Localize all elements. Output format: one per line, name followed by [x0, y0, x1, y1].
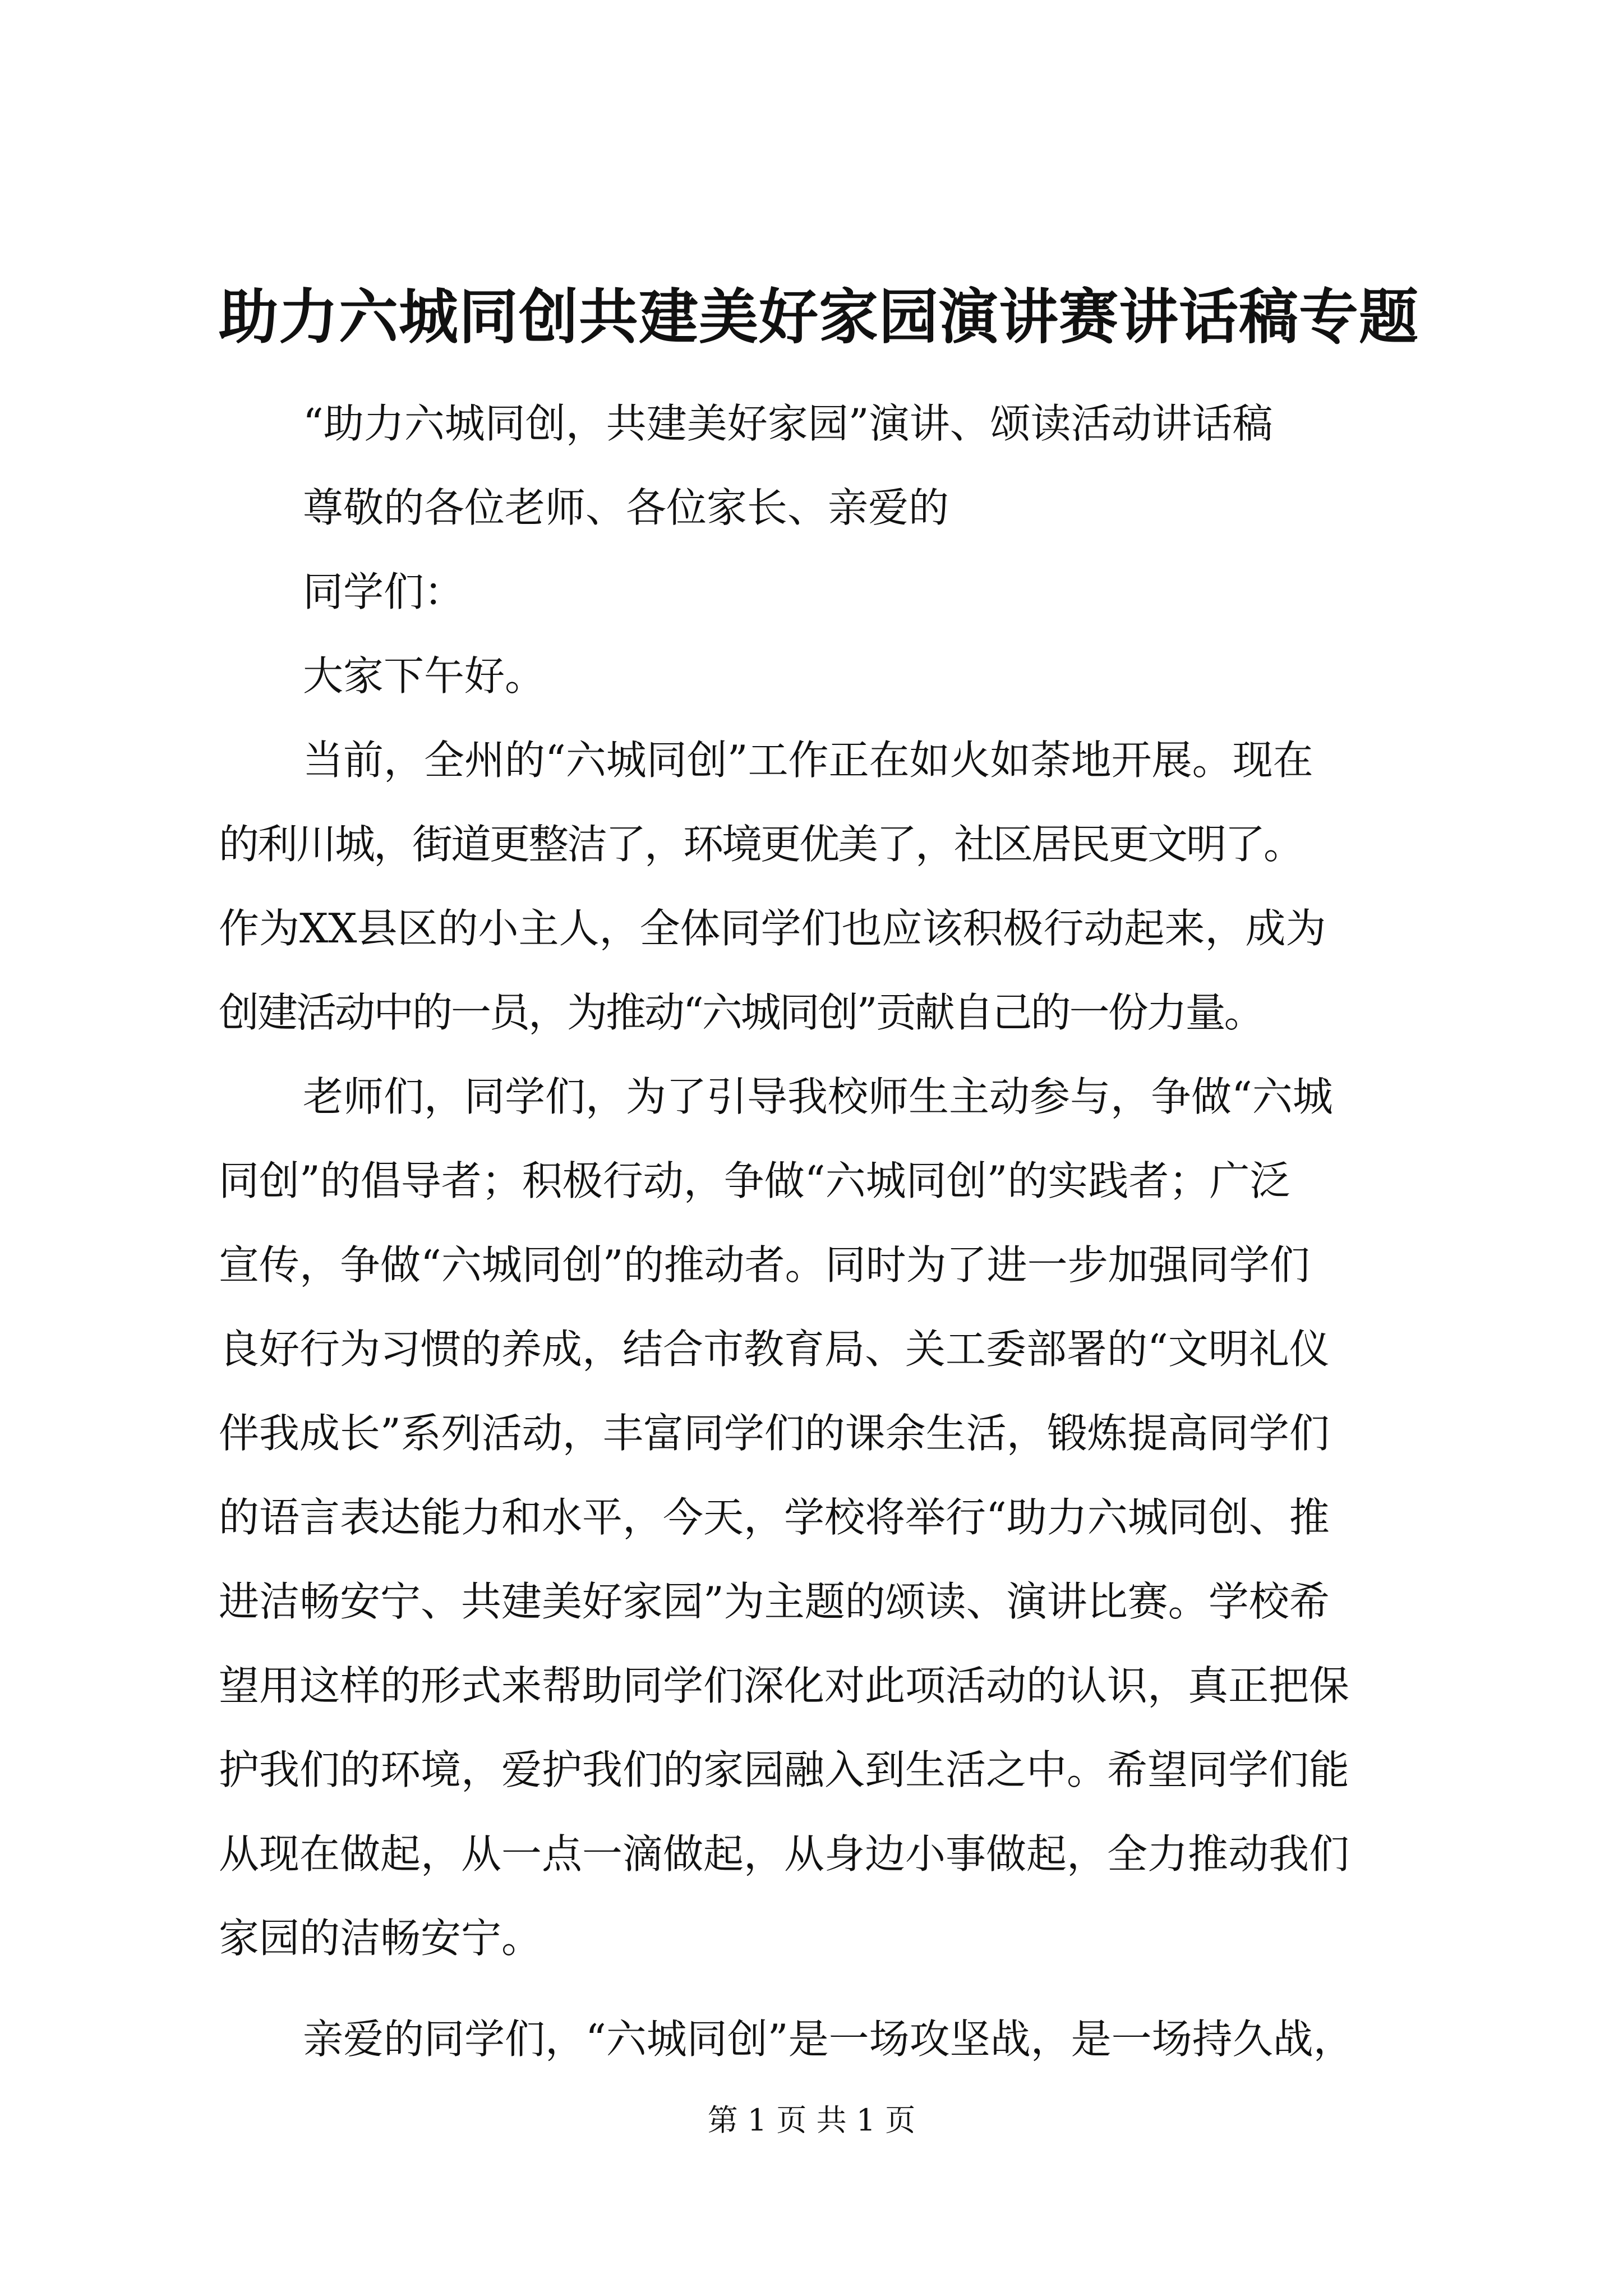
paragraph-line: 亲爱的同学们，“六城同创”是一场攻坚战，是一场持久战， — [303, 2016, 1354, 2063]
paragraph-line: 宣传，争做“六城同创”的推动者。同时为了进一步加强同学们 — [219, 1241, 1310, 1289]
document-body — [219, 381, 1419, 2081]
paragraph-line: 的语言表达能力和水平，今天，学校将举行“助力六城同创、推 — [219, 1494, 1330, 1541]
paragraph-line: 作为XX县区的小主人，全体同学们也应该积极行动起来，成为 — [219, 905, 1326, 952]
paragraph-line: 家园的洁畅安宁。 — [219, 1915, 542, 1962]
greeting-line: 大家下午好。 — [303, 652, 546, 700]
paragraph-line: 良好行为习惯的养成，结合市教育局、关工委部署的“文明礼仪 — [219, 1326, 1330, 1373]
page-footer: 第 1 页 共 1 页 — [707, 2102, 916, 2138]
paragraph-3 — [219, 1997, 1419, 2081]
paragraph-line: 同创”的倡导者；积极行动，争做“六城同创”的实践者；广泛 — [219, 1157, 1290, 1204]
salutation-line: 尊敬的各位老师、各位家长、亲爱的 — [303, 484, 949, 531]
paragraph-1 — [219, 718, 1419, 1055]
paragraph-line: 伴我成长”系列活动，丰富同学们的课余生活，锻炼提高同学们 — [219, 1410, 1330, 1457]
paragraph-2 — [219, 1055, 1419, 1980]
paragraph-line: 老师们，同学们，为了引导我校师生主动参与，争做“六城 — [303, 1073, 1333, 1120]
paragraph-line: 望用这样的形式来帮助同学们深化对此项活动的认识，真正把保 — [219, 1662, 1350, 1709]
paragraph-line: 创建活动中的一员，为推动“六城同创”贡献自己的一份力量。 — [219, 989, 1263, 1036]
paragraph-line: 当前，全州的“六城同创”工作正在如火如荼地开展。现在 — [303, 737, 1313, 784]
document-title: 助力六城同创共建美好家园演讲赛讲话稿专题 — [219, 282, 1419, 352]
paragraph-line: 的利川城，街道更整洁了，环境更优美了，社区居民更文明了。 — [219, 821, 1303, 868]
paragraph-gap — [219, 1980, 1419, 1997]
subtitle-line: “助力六城同创，共建美好家园”演讲、颂读活动讲话稿 — [303, 400, 1273, 447]
paragraph-line: 护我们的环境，爱护我们的家园融入到生活之中。希望同学们能 — [219, 1746, 1350, 1793]
paragraph-line: 进洁畅安宁、共建美好家园”为主题的颂读、演讲比赛。学校希 — [219, 1578, 1330, 1625]
paragraph-line: 从现在做起，从一点一滴做起，从身边小事做起，全力推动我们 — [219, 1830, 1350, 1878]
salutation-line: 同学们： — [303, 568, 465, 615]
